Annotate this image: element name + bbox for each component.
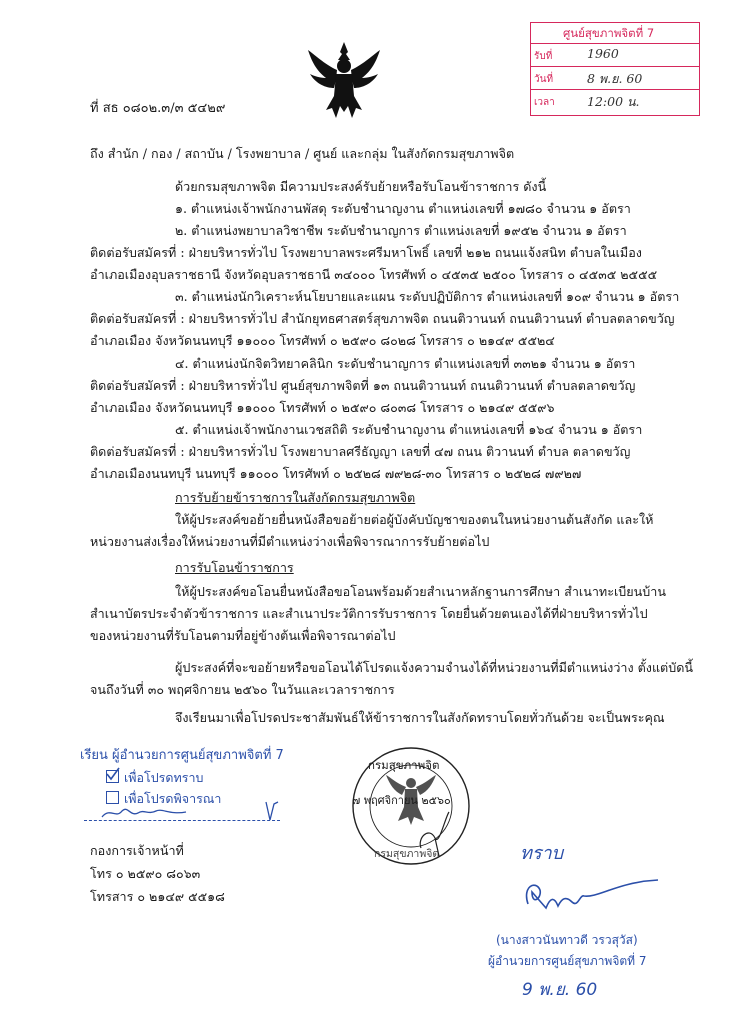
check-icon [106,767,120,781]
seal-date: ๗ พฤศจิกายน ๒๕๖๐ [352,794,451,807]
contact-line: ติดต่อรับสมัครที่ : ฝ่ายบริหารทั่วไป ศูนย์สุขภาพจิตที่ ๑๓ ถนนติวานนท์ ถนนติวานนท์ ตำบลตลาดขวัญ [90,378,636,393]
footer-dept: กองการเจ้าหน้าที่ [90,843,184,858]
stamp-value: 1960 [587,46,619,61]
document-number: ที่ สธ ๐๘๐๒.๓/๓ ๕๔๒๙ [90,101,226,116]
signer-date: 9 พ.ย. 60 [522,980,598,1000]
signer-title: ผู้อำนวยการศูนย์สุขภาพจิตที่ 7 [488,954,647,968]
recipient-line: ถึง สำนัก / กอง / สถาบัน / โรงพยาบาล / ศูนย์ และกลุ่ม ในสังกัดกรมสุขภาพจิต [90,146,515,161]
stamp-label: รับที่ [534,51,553,62]
memo-to: เรียน ผู้อำนวยการศูนย์สุขภาพจิตที่ 7 [80,748,284,763]
stamp-row-receive [531,44,699,67]
stamp-row-time [531,90,699,112]
memo-signature-icon [100,803,190,823]
paragraph-line: หน่วยงานส่งเรื่องให้หน่วยงานที่มีตำแหน่งว่างเพื่อพิจารณาการรับย้ายต่อไป [90,534,490,549]
footer-tel: โทร ๐ ๒๕๙๐ ๘๐๖๓ [90,866,201,881]
stamp-title: ศูนย์สุขภาพจิตที่ 7 [531,23,699,44]
stamp-row-date [531,67,699,90]
paragraph-line: ของหน่วยงานที่รับโอนตามที่อยู่ข้างต้นเพื่อพิจารณาต่อไป [90,628,396,643]
contact-line: ติดต่อรับสมัครที่ : ฝ่ายบริหารทั่วไป สำนักยุทธศาสตร์สุขภาพจิต ถนนติวานนท์ ถนนติวานนท์ ตำบลตลาดขวัญ [90,311,675,326]
paragraph-line: ให้ผู้ประสงค์ขอย้ายยื่นหนังสือขอย้ายต่อผู้บังคับบัญชาของตนในหน่วยงานต้นสังกัด และให้ [175,512,654,527]
position-item: ๕. ตำแหน่งเจ้าพนักงานเวชสถิติ ระดับชำนาญงาน ตำแหน่งเลขที่ ๑๖๔ จำนวน ๑ อัตรา [175,422,643,437]
contact-line: อำเภอเมือง จังหวัดนนทบุรี ๑๑๐๐๐ โทรศัพท์ ๐ ๒๕๙๐ ๘๐๓๘ โทรสาร ๐ ๒๑๔๙ ๕๕๙๖ [90,400,555,415]
stamp-value: 8 พ.ย. 60 [587,71,643,86]
memo-option-label: เพื่อโปรดพิจารณา [124,791,222,806]
contact-line: อำเภอเมืองนนทบุรี นนทบุรี ๑๑๐๐๐ โทรศัพท์ ๐ ๒๕๒๘ ๗๙๒๘-๓๐ โทรสาร ๐ ๒๕๒๘ ๗๙๒๗ [90,466,582,481]
signer-note: ทราบ [520,843,564,864]
contact-line: ติดต่อรับสมัครที่ : ฝ่ายบริหารทั่วไป โรงพยาบาลพระศรีมหาโพธิ์ เลขที่ ๒๑๒ ถนนแจ้งสนิท ตำบลในเมือง [90,245,642,260]
position-item: ๒. ตำแหน่งพยาบาลวิชาชีพ ระดับชำนาญการ ตำแหน่งเลขที่ ๑๙๕๒ จำนวน ๑ อัตรา [175,223,627,238]
contact-line: อำเภอเมือง จังหวัดนนทบุรี ๑๑๐๐๐ โทรศัพท์ ๐ ๒๕๙๐ ๘๐๒๘ โทรสาร ๐ ๒๑๔๙ ๕๕๒๔ [90,333,555,348]
memo-initial-icon [262,800,282,822]
deadline-line: ผู้ประสงค์ที่จะขอย้ายหรือขอโอนได้โปรดแจ้งความจำนงได้ที่หน่วยงานที่มีตำแหน่งว่าง ตั้งแต่บัดนี้ [175,660,694,675]
deadline-line: จนถึงวันที่ ๓๐ พฤศจิกายน ๒๕๖๐ ในวันและเวลาราชการ [90,682,395,697]
stamp-label: เวลา [534,97,555,108]
memo-option-label: เพื่อโปรดทราบ [124,770,204,785]
position-item: ๓. ตำแหน่งนักวิเคราะห์นโยบายและแผน ระดับปฏิบัติการ ตำแหน่งเลขที่ ๑๐๙ จำนวน ๑ อัตรา [175,289,680,304]
stamp-value: 12:00 น. [587,94,640,109]
receipt-stamp [530,22,700,116]
memo-option-acknowledge [106,768,203,788]
seal-signature-icon [415,808,455,858]
checkbox-acknowledge [106,770,119,783]
position-item: ๑. ตำแหน่งเจ้าพนักงานพัสดุ ระดับชำนาญงาน ตำแหน่งเลขที่ ๑๗๘๐ จำนวน ๑ อัตรา [175,201,631,216]
footer-fax: โทรสาร ๐ ๒๑๔๙ ๕๕๑๘ [90,889,225,904]
contact-line: ติดต่อรับสมัครที่ : ฝ่ายบริหารทั่วไป โรงพยาบาลศรีธัญญา เลขที่ ๔๗ ถนน ติวานนท์ ตำบล ตลาดขวัญ [90,444,631,459]
signer-name: (นางสาวนันทาวดี วรวสุวัส) [496,933,638,947]
intro-paragraph: ด้วยกรมสุขภาพจิต มีความประสงค์รับย้ายหรือรับโอนข้าราชการ ดังนี้ [175,179,547,194]
section-heading-transfer-in: การรับโอนข้าราชการ [175,560,294,575]
contact-line: อำเภอเมืองอุบลราชธานี จังหวัดอุบลราชธานี ๓๔๐๐๐ โทรศัพท์ ๐ ๔๕๓๕ ๒๕๐๐ โทรสาร ๐ ๔๕๓๕ ๒๕๕๕ [90,267,658,282]
seal-top-text: กรมสุขภาพจิต [368,758,440,772]
stamp-label: วันที่ [534,74,554,85]
paragraph-line: ให้ผู้ประสงค์ขอโอนยื่นหนังสือขอโอนพร้อมด้วยสำเนาหลักฐานการศึกษา สำเนาทะเบียนบ้าน [175,584,666,599]
garuda-emblem-icon [306,40,382,122]
position-item: ๔. ตำแหน่งนักจิตวิทยาคลินิก ระดับชำนาญการ ตำแหน่งเลขที่ ๓๓๒๑ จำนวน ๑ อัตรา [175,356,636,371]
closing-line: จึงเรียนมาเพื่อโปรดประชาสัมพันธ์ให้ข้าราชการในสังกัดทราบโดยทั่วกันด้วย จะเป็นพระคุณ [175,710,665,725]
paragraph-line: สำเนาบัตรประจำตัวข้าราชการ และสำเนาประวัติการรับราชการ โดยยื่นด้วยตนเองได้ที่ฝ่ายบริหารทั่วไป [90,606,648,621]
section-heading-transfer: การรับย้ายข้าราชการในสังกัดกรมสุขภาพจิต [175,490,416,505]
seal-bottom-text: กรมสุขภาพจิต [374,848,440,860]
director-signature-icon [518,872,668,918]
